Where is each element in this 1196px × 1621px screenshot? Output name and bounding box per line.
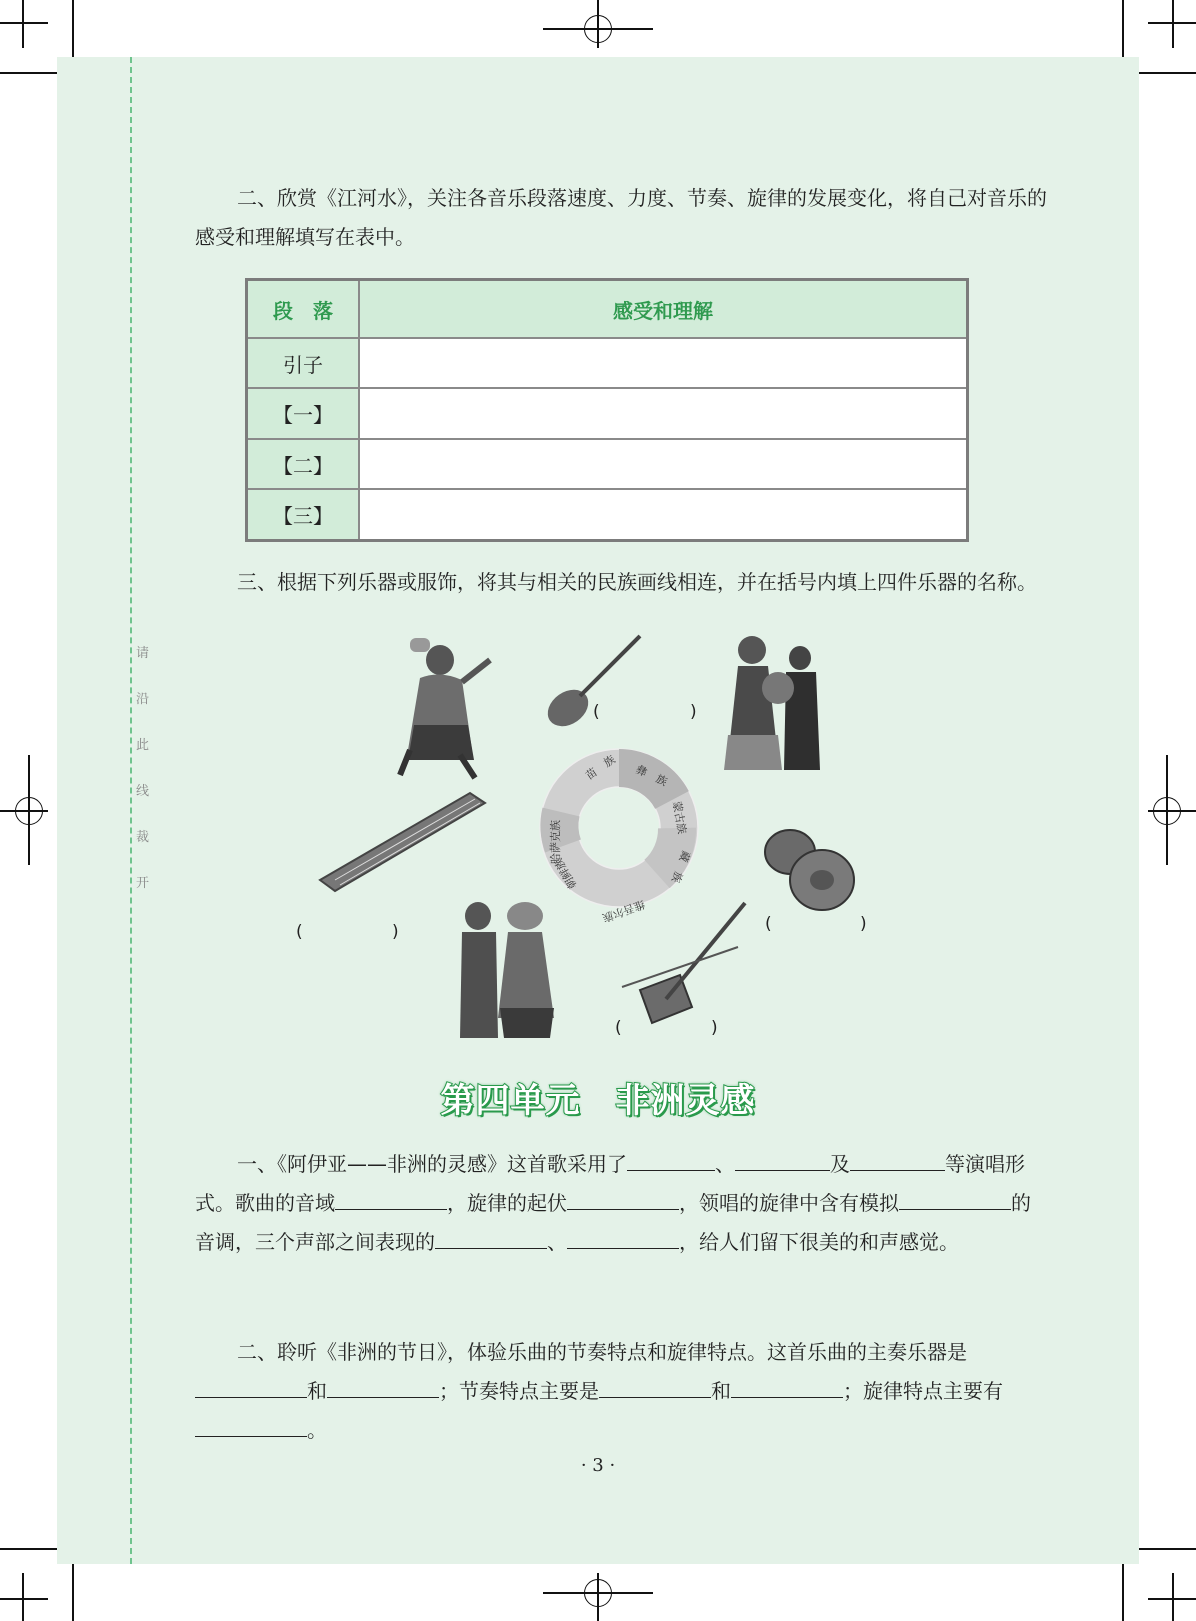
answer-blank[interactable] [899,1185,1011,1210]
ring-label: 哈萨克族 [549,820,562,864]
ring-label: 朝鲜族 [551,855,580,891]
morin-khuur-illustration [620,895,755,1025]
answer-blank[interactable] [335,1185,447,1210]
row-label: 【三】 [247,489,360,540]
table-header-row [247,280,968,339]
table-row [247,439,968,489]
yi-dancers-illustration [720,630,830,780]
unit4-question-2: 二、聆听《非洲的节日》，体验乐曲的节奏特点和旋律特点。这首乐曲的主奏乐器是和 ；节奏特点主要是 和 ；旋律特点主要有。 [195,1333,1050,1450]
ring-label: 蒙古族 [670,800,689,836]
cut-text-char: 裁 [136,830,150,845]
answer-blank[interactable] [567,1224,679,1249]
header-segment: 段 落 [247,280,360,339]
cut-text-char: 此 [136,738,150,753]
answer-cell[interactable] [359,338,968,388]
answer-blank[interactable] [599,1373,711,1398]
answer-blank[interactable] [850,1146,945,1171]
table-row [247,338,968,388]
paren-close: ) [860,914,867,934]
answer-blank[interactable] [567,1185,679,1210]
answer-blank[interactable] [627,1146,715,1171]
unit4-question-1: 一、《阿伊亚——非洲的灵感》这首歌采用了 、 及 等演唱形式。歌曲的音域 ，旋律的起伏 ，领唱的旋律中含有模拟 的音调，三个声部之间表现的 、 ，给人们留下很美的和声感觉。 [195,1145,1050,1262]
paren-open: ( [593,702,600,722]
paren-close: ) [392,922,399,942]
table-row [247,388,968,438]
segment-table [245,278,969,542]
answer-blank[interactable] [735,1146,830,1171]
unit-title: 第四单元 非洲灵感 [440,1081,756,1121]
paren-close: ) [690,702,697,722]
header-feeling: 感受和理解 [359,280,968,339]
ring-label: 藏 族 [668,848,693,885]
answer-blank[interactable] [435,1224,547,1249]
answer-cell[interactable] [359,388,968,438]
table-row [247,489,968,540]
answer-blank[interactable] [731,1373,843,1398]
answer-blank[interactable] [195,1412,307,1437]
ethnic-group-ring [537,746,701,925]
row-label: 【二】 [247,439,360,489]
question-3-text: 三、根据下列乐器或服饰，将其与相关的民族画线相连，并在括号内填上四件乐器的名称。 [237,570,1037,594]
row-label: 【一】 [247,388,360,438]
cut-dashed-line [130,57,132,1564]
paren-open: ( [615,1018,622,1038]
paren-open: ( [296,922,303,942]
tibetan-dancer-illustration [380,630,500,780]
ring-label: 苗 族 [583,752,618,783]
page-number: · 3 · [580,1455,616,1476]
cymbals-illustration [762,825,857,920]
ring-label: 维吾尔族 [600,897,647,925]
zither-illustration [315,785,490,895]
paren-close: ) [711,1018,718,1038]
paren-open: ( [765,914,772,934]
answer-blank[interactable] [327,1373,439,1398]
question-2-text: 二、欣赏《江河水》，关注各音乐段落速度、力度、节奏、旋律的发展变化，将自己对音乐的感受和理解填写在表中。 [195,186,1047,249]
answer-cell[interactable] [359,489,968,540]
cut-text-char: 请 [136,646,150,661]
answer-cell[interactable] [359,439,968,489]
miao-couple-illustration [450,898,560,1043]
answer-blank[interactable] [195,1373,307,1398]
cut-text-char: 线 [136,784,150,799]
ring-label: 彝 族 [633,762,670,789]
cut-text-char: 开 [136,876,150,891]
row-label: 引子 [247,338,360,388]
cut-text-char: 沿 [136,692,150,707]
